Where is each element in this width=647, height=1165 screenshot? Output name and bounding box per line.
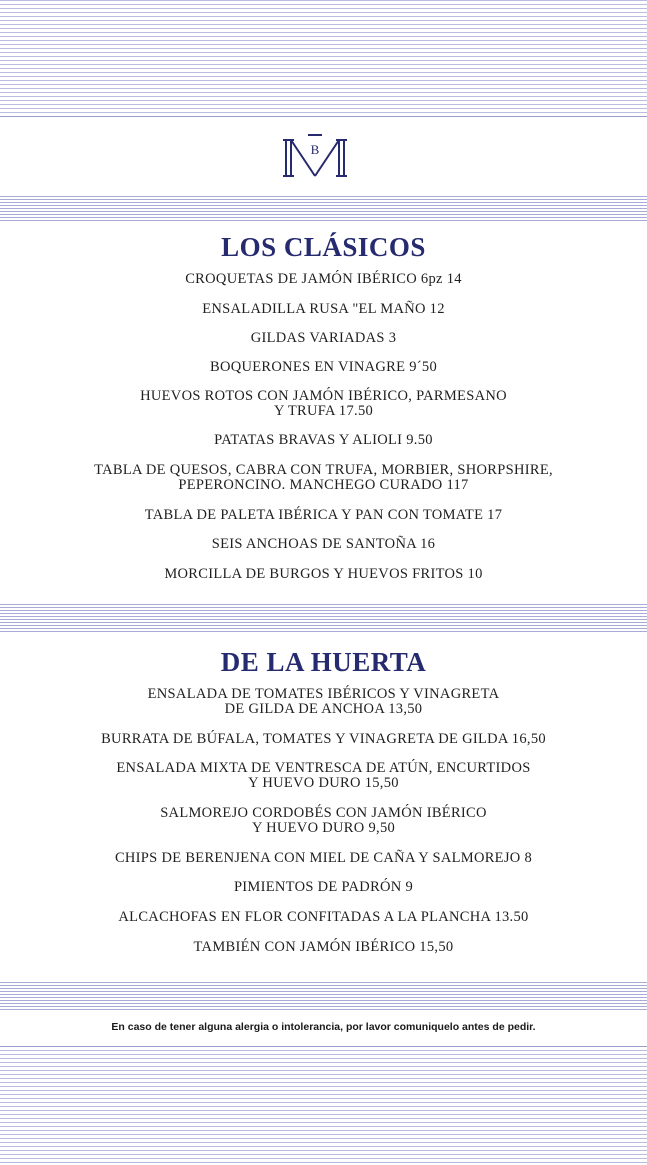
menu-item-text: PATATAS BRAVAS Y ALIOLI 9.50	[214, 432, 433, 448]
section-title-de-la-huerta: DE LA HUERTA	[220, 647, 427, 677]
menu-item	[0, 940, 647, 970]
menu-item-text: SALMOREJO CORDOBÉS CON JAMÓN IBÉRICO	[160, 805, 487, 821]
menu-item	[0, 463, 647, 508]
menu-item-text: PEPERONCINO. MANCHEGO CURADO 117	[178, 477, 469, 493]
menu-item-text: SEIS ANCHOAS DE SANTOÑA 16	[211, 536, 436, 552]
menu-item-text: PIMIENTOS DE PADRÓN 9	[233, 879, 414, 895]
menu-item-text: DE GILDA DE ANCHOA 13,50	[224, 701, 423, 717]
menu-item-text: ALCACHOFAS EN FLOR CONFITADAS A LA PLANCHA 13.50	[118, 909, 529, 925]
menu-list-de-la-huerta	[0, 687, 647, 970]
menu-item-text: GILDAS VARIADAS 3	[250, 330, 397, 346]
bottom-stripe-band	[0, 1050, 647, 1165]
svg-text:B: B	[310, 142, 320, 157]
allergy-note: En caso de tener alguna alergia o intolerancia, por lavor comuniquelo antes de pedir.	[111, 1021, 536, 1033]
menu-item	[0, 567, 647, 597]
menu-item-text: TAMBIÉN CON JAMÓN IBÉRICO 15,50	[193, 939, 454, 955]
menu-item	[0, 360, 647, 389]
menu-item-text: BOQUERONES EN VINAGRE 9´50	[209, 359, 438, 375]
menu-list-los-clasicos	[0, 272, 647, 597]
menu-item	[0, 331, 647, 360]
menu-item	[0, 806, 647, 851]
section-title-los-clasicos: LOS CLÁSICOS	[221, 232, 426, 262]
stripe-band	[0, 604, 647, 634]
stripe-band	[0, 982, 647, 1012]
menu-item	[0, 851, 647, 880]
menu-item	[0, 761, 647, 806]
stripe-band	[0, 196, 647, 222]
menu-item	[0, 687, 647, 732]
divider-line	[0, 116, 647, 117]
menu-item-text: HUEVOS ROTOS CON JAMÓN IBÉRICO, PARMESANO	[140, 388, 507, 404]
menu-item-text: CROQUETAS DE JAMÓN IBÉRICO 6pz 14	[185, 271, 462, 287]
divider-line	[0, 1046, 647, 1047]
menu-item	[0, 508, 647, 537]
menu-item-text: ENSALADA MIXTA DE VENTRESCA DE ATÚN, ENCURTIDOS	[116, 760, 531, 776]
menu-item	[0, 910, 647, 940]
menu-item-text: ENSALADILLA RUSA "EL MAÑO 12	[202, 301, 445, 317]
menu-item-text: Y TRUFA 17.50	[273, 403, 374, 419]
menu-item-text: BURRATA DE BÚFALA, TOMATES Y VINAGRETA DE GILDA 16,50	[101, 731, 546, 747]
menu-item-text: Y HUEVO DURO 15,50	[248, 775, 399, 791]
brand-logo	[282, 132, 348, 182]
menu-item-text: ENSALADA DE TOMATES IBÉRICOS Y VINAGRETA	[147, 686, 500, 702]
menu-item	[0, 272, 647, 302]
menu-item-text: TABLA DE PALETA IBÉRICA Y PAN CON TOMATE 17	[144, 507, 503, 523]
menu-item	[0, 880, 647, 910]
menu-item	[0, 537, 647, 567]
menu-item-text: Y HUEVO DURO 9,50	[251, 820, 396, 836]
menu-item	[0, 302, 647, 331]
menu-item-text: TABLA DE QUESOS, CABRA CON TRUFA, MORBIER, SHORPSHIRE,	[94, 462, 553, 478]
menu-item-text: CHIPS DE BERENJENA CON MIEL DE CAÑA Y SALMOREJO 8	[114, 850, 533, 866]
top-stripe-band	[0, 0, 647, 114]
menu-item	[0, 389, 647, 433]
menu-item	[0, 433, 647, 463]
menu-item-text: MORCILLA DE BURGOS Y HUEVOS FRITOS 10	[164, 566, 483, 582]
menu-item	[0, 732, 647, 761]
